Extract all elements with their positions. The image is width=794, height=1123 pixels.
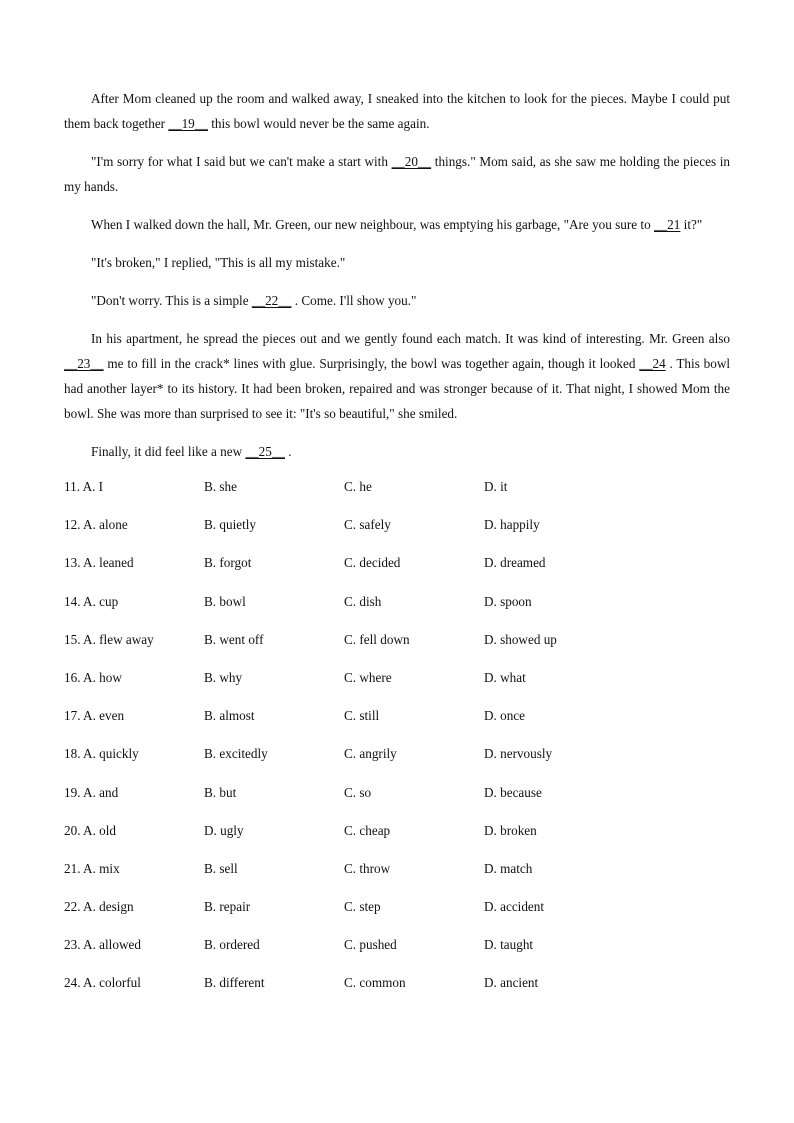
paragraph-7 (64, 439, 730, 464)
option-a: 18. A. quickly (64, 746, 139, 762)
question-row (64, 859, 730, 897)
paragraph-text: this bowl would never be the same again. (211, 116, 430, 131)
paragraph-text: "Don't worry. This is a simple (91, 293, 252, 308)
option-c: C. pushed (344, 937, 397, 953)
paragraph-4 (64, 250, 730, 275)
paragraph-text: Finally, it did feel like a new (91, 444, 246, 459)
question-row (64, 744, 730, 782)
option-b: B. different (204, 975, 265, 991)
option-d: D. dreamed (484, 555, 546, 571)
option-d: D. it (484, 479, 508, 494)
option-b: B. sell (204, 860, 238, 876)
option-b: B. almost (204, 708, 255, 724)
option-c: C. safely (344, 517, 391, 533)
document-content (64, 86, 730, 1012)
option-c: C. still (344, 708, 380, 724)
option-a: 17. A. even (64, 708, 125, 724)
option-c: C. fell down (344, 631, 410, 647)
option-d: D. accident (484, 899, 545, 915)
option-d: D. spoon (484, 593, 532, 609)
blank-25: __25__ (245, 444, 285, 459)
paragraph-text: When I walked down the hall, Mr. Green, our new neighbour, was emptying his garbage, "Are you sure to (91, 217, 654, 232)
option-b: B. repair (204, 899, 251, 915)
option-d: D. happily (484, 517, 540, 533)
paragraph-text: In his apartment, he spread the pieces out and we gently found each match. It was kind of interesting. Mr. Green also (91, 331, 730, 346)
option-c: C. where (344, 669, 392, 685)
paragraph-1 (64, 86, 730, 136)
option-d: D. taught (484, 937, 534, 953)
blank-24: __24 (639, 356, 666, 371)
paragraph-text: "I'm sorry for what I said but we can't make a start with (91, 154, 392, 169)
option-c: C. dish (344, 593, 382, 609)
option-a: 22. A. design (64, 899, 134, 915)
question-row (64, 553, 730, 591)
option-a: 12. A. alone (64, 517, 128, 533)
paragraph-text: After Mom cleaned up the room and walked away, I sneaked into the kitchen to look for the pieces. Maybe I could put them back together (64, 91, 730, 131)
question-row (64, 821, 730, 859)
paragraph-text: it?" (683, 217, 703, 232)
question-row (64, 668, 730, 706)
option-b: D. ugly (204, 822, 244, 838)
paragraph-3 (64, 212, 730, 237)
option-a: 24. A. colorful (64, 975, 141, 991)
option-d: D. ancient (484, 975, 539, 991)
option-d: D. what (484, 669, 526, 685)
option-b: B. but (204, 784, 237, 800)
option-d: D. match (484, 860, 533, 876)
option-d: D. nervously (484, 746, 553, 762)
option-c: C. so (344, 784, 372, 800)
option-c: C. he (344, 479, 372, 494)
option-b: B. went off (204, 631, 264, 647)
option-a: 23. A. allowed (64, 937, 141, 953)
option-a: 14. A. cup (64, 593, 119, 609)
option-d: D. because (484, 784, 542, 800)
option-c: C. throw (344, 860, 391, 876)
option-b: B. quietly (204, 517, 257, 533)
option-b: B. excitedly (204, 746, 268, 762)
paragraph-2 (64, 149, 730, 199)
option-c: C. cheap (344, 822, 391, 838)
option-d: D. once (484, 708, 526, 724)
paragraph-6 (64, 326, 730, 426)
option-b: B. forgot (204, 555, 252, 571)
answer-options-list (64, 477, 730, 1012)
question-row (64, 897, 730, 935)
option-a: 15. A. flew away (64, 631, 154, 647)
blank-22: __22__ (251, 293, 292, 308)
option-a: 16. A. how (64, 669, 122, 685)
question-row (64, 973, 730, 1011)
paragraph-text: me to fill in the crack* lines with glue. Surprisingly, the bowl was together again, though it looked (107, 356, 640, 371)
question-row (64, 592, 730, 630)
paragraph-text: . Come. I'll show you." (294, 293, 417, 308)
option-b: B. ordered (204, 937, 260, 953)
paragraph-text: things." Mom said, as she saw me holding the pieces in my hands. (64, 154, 730, 194)
option-d: D. showed up (484, 631, 557, 647)
question-row (64, 515, 730, 553)
option-b: B. why (204, 669, 243, 685)
option-a: 21. A. mix (64, 860, 120, 876)
question-row (64, 935, 730, 973)
option-b: B. bowl (204, 593, 246, 609)
question-row (64, 706, 730, 744)
paragraph-text: "It's broken," I replied, "This is all my mistake." (91, 255, 346, 270)
question-row (64, 783, 730, 821)
blank-21: __21 (653, 217, 681, 232)
option-c: C. common (344, 975, 406, 991)
question-row (64, 630, 730, 668)
blank-19: __19__ (168, 116, 208, 131)
paragraph-5 (64, 288, 730, 313)
question-row (64, 477, 730, 515)
blank-20: __20__ (391, 154, 432, 169)
paragraph-text: . (288, 444, 292, 459)
paragraph-text: . This bowl had another layer* to its history. It had been broken, repaired and was stronger because of it. That night, I showed Mom the bowl. She was more than surprised to see it: "It's so beautiful," she smiled. (64, 356, 731, 421)
option-a: 13. A. leaned (64, 555, 134, 571)
option-a: 19. A. and (64, 784, 119, 800)
blank-23: __23__ (64, 356, 104, 371)
option-c: C. step (344, 899, 381, 915)
option-d: D. broken (484, 822, 537, 838)
option-c: C. decided (344, 555, 401, 571)
option-a: 20. A. old (64, 822, 117, 838)
option-c: C. angrily (344, 746, 397, 762)
option-a: 11. A. I (64, 479, 104, 494)
option-b: B. she (204, 479, 237, 494)
